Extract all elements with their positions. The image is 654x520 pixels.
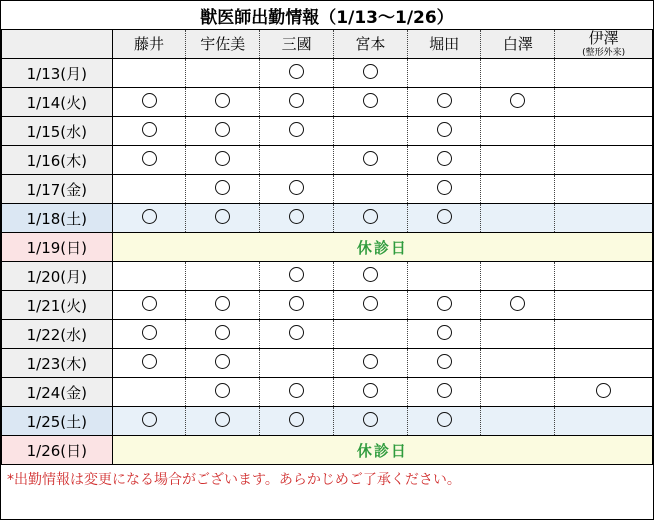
on-duty-circle-icon [289,209,304,224]
shift-cell-7-3 [333,262,407,291]
row-date-6: 1/19(日) [2,233,113,262]
shift-cell-4-1 [186,175,260,204]
shift-cell-9-0 [112,320,186,349]
on-duty-circle-icon [215,180,230,195]
shift-cell-10-1 [186,349,260,378]
shift-cell-11-5 [481,378,555,407]
shift-cell-8-2 [260,291,334,320]
shift-cell-0-2 [260,59,334,88]
shift-cell-7-4 [407,262,481,291]
table-row [2,407,653,436]
shift-cell-2-4 [407,117,481,146]
shift-cell-0-1 [186,59,260,88]
vet-name-4: 堀田 [429,34,460,53]
shift-cell-5-5 [481,204,555,233]
on-duty-circle-icon [142,354,157,369]
on-duty-circle-icon [215,296,230,311]
shift-cell-0-6 [555,59,653,88]
vet-name-3: 宮本 [355,34,386,53]
shift-cell-11-0 [112,378,186,407]
shift-cell-12-4 [407,407,481,436]
table-row [2,378,653,407]
on-duty-circle-icon [289,383,304,398]
shift-cell-4-6 [555,175,653,204]
shift-cell-12-6 [555,407,653,436]
shift-cell-11-1 [186,378,260,407]
column-header-vet-6 [555,30,653,59]
shift-cell-1-4 [407,88,481,117]
vet-name-0: 藤井 [134,34,165,53]
shift-cell-10-5 [481,349,555,378]
shift-cell-1-0 [112,88,186,117]
shift-cell-12-0 [112,407,186,436]
on-duty-circle-icon [437,412,452,427]
closed-day-cell-13: 休診日 [112,436,652,465]
row-date-5: 1/18(土) [2,204,113,233]
shift-cell-7-6 [555,262,653,291]
on-duty-circle-icon [142,325,157,340]
shift-cell-4-0 [112,175,186,204]
table-corner-cell [2,30,113,59]
on-duty-circle-icon [437,122,452,137]
shift-cell-4-5 [481,175,555,204]
shift-cell-5-0 [112,204,186,233]
table-body [2,59,653,465]
shift-cell-1-5 [481,88,555,117]
column-header-vet-2 [260,30,334,59]
shift-cell-7-0 [112,262,186,291]
vet-schedule-table [1,29,653,465]
on-duty-circle-icon [437,209,452,224]
column-header-vet-1 [186,30,260,59]
on-duty-circle-icon [215,151,230,166]
vet-name-2: 三國 [281,34,312,53]
shift-cell-11-6 [555,378,653,407]
on-duty-circle-icon [437,151,452,166]
on-duty-circle-icon [215,412,230,427]
shift-cell-9-3 [333,320,407,349]
on-duty-circle-icon [437,296,452,311]
shift-cell-1-6 [555,88,653,117]
on-duty-circle-icon [363,151,378,166]
shift-cell-4-2 [260,175,334,204]
shift-cell-12-2 [260,407,334,436]
column-header-vet-3 [333,30,407,59]
table-row [2,117,653,146]
shift-cell-3-1 [186,146,260,175]
shift-cell-2-5 [481,117,555,146]
on-duty-circle-icon [437,93,452,108]
shift-cell-8-0 [112,291,186,320]
shift-cell-1-2 [260,88,334,117]
on-duty-circle-icon [142,296,157,311]
on-duty-circle-icon [363,64,378,79]
shift-cell-8-3 [333,291,407,320]
shift-cell-8-1 [186,291,260,320]
table-row [2,59,653,88]
table-row [2,175,653,204]
on-duty-circle-icon [363,93,378,108]
on-duty-circle-icon [289,122,304,137]
on-duty-circle-icon [289,296,304,311]
table-row [2,291,653,320]
on-duty-circle-icon [596,383,611,398]
on-duty-circle-icon [215,93,230,108]
shift-cell-11-2 [260,378,334,407]
shift-cell-3-3 [333,146,407,175]
table-row [2,88,653,117]
table-row [2,436,653,465]
row-date-12: 1/25(土) [2,407,113,436]
shift-cell-0-3 [333,59,407,88]
shift-cell-4-4 [407,175,481,204]
on-duty-circle-icon [215,325,230,340]
shift-cell-12-3 [333,407,407,436]
shift-cell-7-5 [481,262,555,291]
on-duty-circle-icon [142,151,157,166]
shift-cell-2-0 [112,117,186,146]
column-header-vet-0 [112,30,186,59]
shift-cell-10-0 [112,349,186,378]
shift-cell-8-5 [481,291,555,320]
shift-cell-1-3 [333,88,407,117]
on-duty-circle-icon [289,267,304,282]
table-row [2,262,653,291]
on-duty-circle-icon [215,354,230,369]
shift-cell-8-6 [555,291,653,320]
on-duty-circle-icon [437,354,452,369]
shift-cell-1-1 [186,88,260,117]
shift-cell-5-3 [333,204,407,233]
shift-cell-3-2 [260,146,334,175]
on-duty-circle-icon [363,296,378,311]
shift-cell-9-1 [186,320,260,349]
shift-cell-2-2 [260,117,334,146]
on-duty-circle-icon [363,383,378,398]
shift-cell-2-1 [186,117,260,146]
row-date-0: 1/13(月) [2,59,113,88]
on-duty-circle-icon [363,354,378,369]
on-duty-circle-icon [363,412,378,427]
on-duty-circle-icon [215,383,230,398]
on-duty-circle-icon [363,267,378,282]
shift-cell-5-2 [260,204,334,233]
row-date-9: 1/22(水) [2,320,113,349]
shift-cell-2-6 [555,117,653,146]
row-date-7: 1/20(月) [2,262,113,291]
footer-note-text: *出勤情報は変更になる場合がございます。あらかじめご了承ください。 [7,472,461,489]
shift-cell-5-6 [555,204,653,233]
on-duty-circle-icon [142,93,157,108]
shift-cell-9-5 [481,320,555,349]
table-header-row [2,30,653,59]
shift-cell-9-6 [555,320,653,349]
page-title-bar [1,1,653,29]
shift-cell-10-6 [555,349,653,378]
shift-cell-10-2 [260,349,334,378]
vet-subtitle-6: (整形外来) [582,47,626,58]
shift-cell-0-5 [481,59,555,88]
shift-cell-4-3 [333,175,407,204]
shift-cell-5-4 [407,204,481,233]
on-duty-circle-icon [289,325,304,340]
footer-note [1,465,653,493]
shift-cell-12-5 [481,407,555,436]
row-date-2: 1/15(水) [2,117,113,146]
page-title: 獣医師出勤情報（1/13〜1/26） [200,7,454,28]
row-date-13: 1/26(日) [2,436,113,465]
vet-name-1: 宇佐美 [200,34,246,53]
table-row [2,204,653,233]
table-header [2,30,653,59]
on-duty-circle-icon [289,93,304,108]
shift-cell-8-4 [407,291,481,320]
on-duty-circle-icon [510,93,525,108]
row-date-3: 1/16(木) [2,146,113,175]
shift-cell-9-2 [260,320,334,349]
vet-name-5: 白澤 [502,34,533,53]
shift-cell-11-4 [407,378,481,407]
on-duty-circle-icon [363,209,378,224]
shift-cell-10-3 [333,349,407,378]
on-duty-circle-icon [215,122,230,137]
on-duty-circle-icon [142,122,157,137]
shift-cell-7-2 [260,262,334,291]
row-date-1: 1/14(火) [2,88,113,117]
shift-cell-12-1 [186,407,260,436]
shift-cell-11-3 [333,378,407,407]
on-duty-circle-icon [142,412,157,427]
on-duty-circle-icon [510,296,525,311]
shift-cell-0-4 [407,59,481,88]
closed-day-cell-6: 休診日 [112,233,652,262]
shift-cell-3-6 [555,146,653,175]
column-header-vet-4 [407,30,481,59]
shift-cell-3-0 [112,146,186,175]
row-date-4: 1/17(金) [2,175,113,204]
on-duty-circle-icon [289,180,304,195]
on-duty-circle-icon [142,209,157,224]
table-row [2,146,653,175]
on-duty-circle-icon [289,412,304,427]
vet-name-6: 伊澤 [588,29,619,47]
table-row [2,233,653,262]
shift-cell-3-4 [407,146,481,175]
shift-cell-3-5 [481,146,555,175]
shift-cell-9-4 [407,320,481,349]
row-date-8: 1/21(火) [2,291,113,320]
shift-cell-7-1 [186,262,260,291]
on-duty-circle-icon [437,383,452,398]
row-date-10: 1/23(木) [2,349,113,378]
on-duty-circle-icon [289,64,304,79]
shift-cell-2-3 [333,117,407,146]
shift-cell-10-4 [407,349,481,378]
column-header-vet-5 [481,30,555,59]
on-duty-circle-icon [215,209,230,224]
table-row [2,349,653,378]
on-duty-circle-icon [437,180,452,195]
on-duty-circle-icon [437,325,452,340]
shift-cell-5-1 [186,204,260,233]
shift-cell-0-0 [112,59,186,88]
table-row [2,320,653,349]
row-date-11: 1/24(金) [2,378,113,407]
